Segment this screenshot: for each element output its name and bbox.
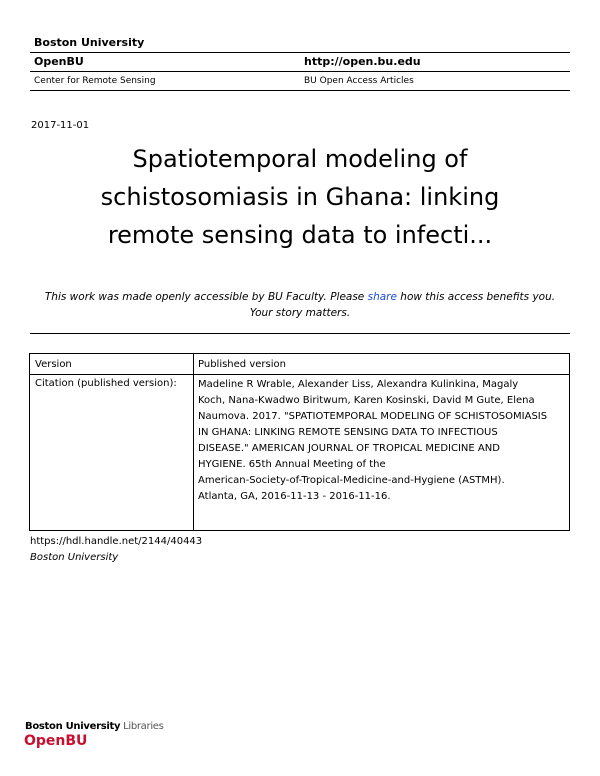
notice-text: how this access benefits you. xyxy=(396,291,556,303)
title-line: Spatiotemporal modeling of xyxy=(132,145,468,173)
citation-line: DISEASE." AMERICAN JOURNAL OF TROPICAL MEDICINE AND xyxy=(198,443,500,454)
department-name: Center for Remote Sensing xyxy=(34,76,156,86)
citation-line: IN GHANA: LINKING REMOTE SENSING DATA TO INFECTIOUS xyxy=(198,427,498,438)
notice-divider xyxy=(30,333,570,334)
citation-line: Madeline R Wrable, Alexander Liss, Alexandra Kulinkina, Magaly xyxy=(198,379,519,390)
header-divider xyxy=(30,90,570,91)
share-link[interactable]: share xyxy=(367,291,397,303)
repository-url[interactable]: http://open.bu.edu xyxy=(304,55,421,68)
citation-line: Atlanta, GA, 2016-11-13 - 2016-11-16. xyxy=(198,491,391,502)
institution-name: Boston University xyxy=(34,36,145,49)
notice-text: This work was made openly accessible by BU Faculty. Please xyxy=(44,291,368,303)
openbu-logo: OpenBU xyxy=(24,733,88,749)
repository-name: OpenBU xyxy=(34,55,84,68)
version-label: Version xyxy=(35,359,72,370)
handle-url[interactable]: https://hdl.handle.net/2144/40443 xyxy=(30,536,203,547)
citation-line: American-Society-of-Tropical-Medicine-and-Hygiene (ASTMH). xyxy=(198,475,505,486)
table-column-divider xyxy=(193,354,194,530)
logo-university: Boston University xyxy=(25,721,121,732)
citation-line: Koch, Nana-Kwadwo Biritwum, Karen Kosinski, David M Gute, Elena xyxy=(198,395,535,406)
table-row-divider xyxy=(30,374,569,375)
footer-org: Boston University xyxy=(30,552,119,563)
header-divider xyxy=(30,52,570,53)
publication-date: 2017-11-01 xyxy=(31,120,90,131)
version-value: Published version xyxy=(198,359,286,370)
citation-line: Naumova. 2017. "SPATIOTEMPORAL MODELING OF SCHISTOSOMIASIS xyxy=(198,411,548,422)
citation-line: HYGIENE. 65th Annual Meeting of the xyxy=(198,459,386,470)
header-divider xyxy=(30,71,570,72)
title-line: remote sensing data to infecti... xyxy=(107,221,493,249)
citation-label: Citation (published version): xyxy=(35,378,177,389)
collection-name: BU Open Access Articles xyxy=(304,76,414,86)
metadata-table xyxy=(29,353,570,531)
access-notice xyxy=(30,289,570,321)
notice-line-2: Your story matters. xyxy=(249,307,351,319)
notice-line-1 xyxy=(30,289,570,305)
citation-value xyxy=(198,377,570,505)
logo-libraries: Libraries xyxy=(120,721,164,732)
openbu-logo-line1 xyxy=(25,721,164,732)
title-line: schistosomiasis in Ghana: linking xyxy=(100,183,500,211)
page-title xyxy=(40,140,560,254)
